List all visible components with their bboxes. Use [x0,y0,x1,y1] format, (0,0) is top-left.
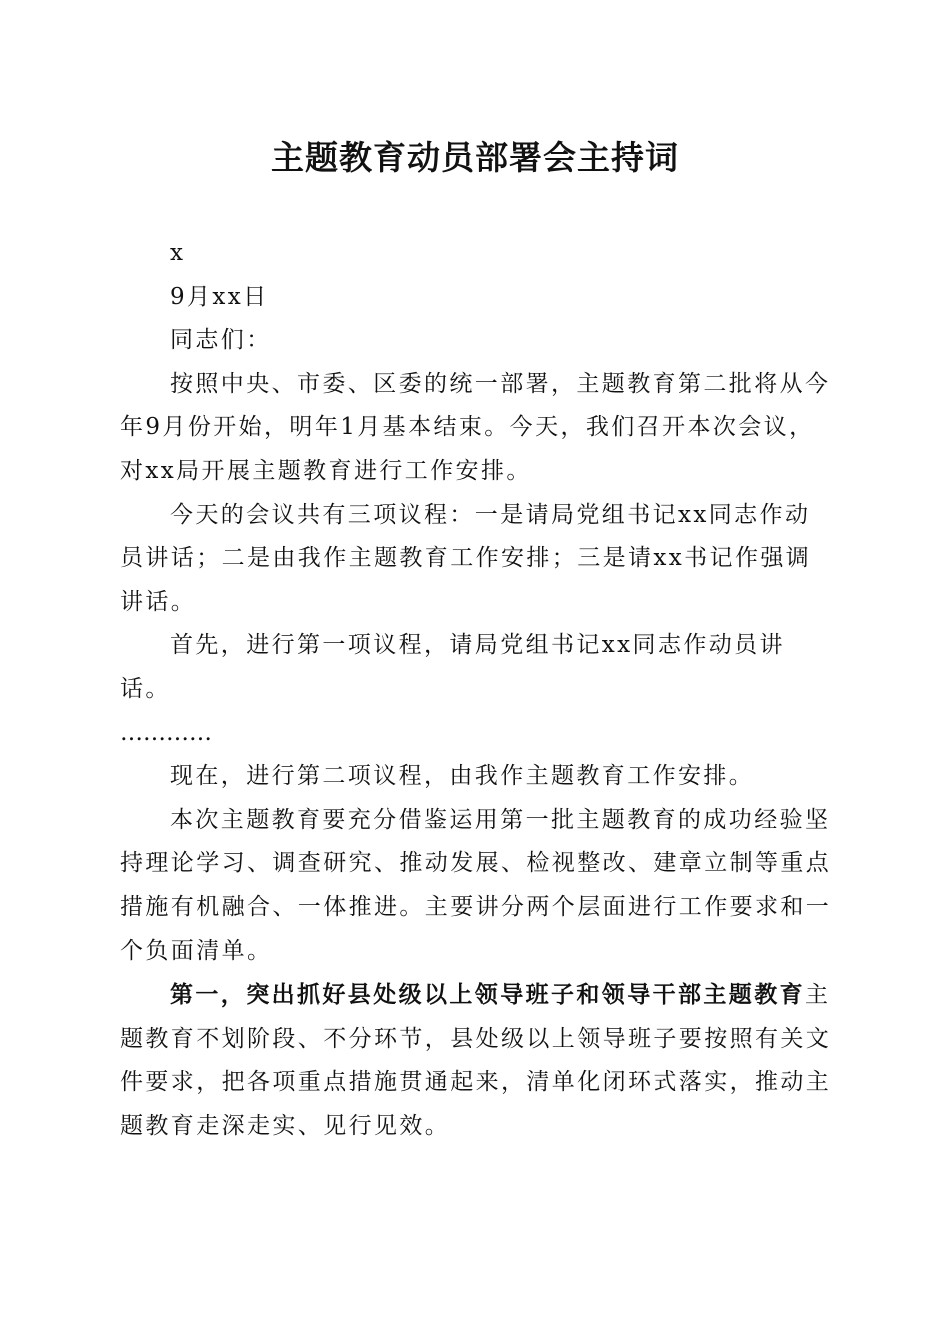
section-1-body: 主题教育不划阶段、不分环节，县处级以上领导班子要按照有关文件要求，把各项重点措施贯通起来，清单化闭环式落实，推动主题教育走深走实、见行见效。 [120,982,832,1139]
paragraph-first-item: 首先，进行第一项议程，请局党组书记xx同志作动员讲话。 [120,632,785,702]
section-1-paragraph [120,973,835,1148]
paragraph-deployment: 按照中央、市委、区委的统一部署，主题教育第二批将从今年9月份开始，明年1月基本结束。今天，我们召开本次会议，对xx局开展主题教育进行工作安排。 [120,370,831,484]
paragraph-second-item: 现在，进行第二项议程，由我作主题教育工作安排。 [170,763,755,790]
document-body [120,232,835,1148]
section-1-heading: 第一，突出抓好县处级以上领导班子和领导干部主题教育 [170,981,805,1009]
paragraph-agenda: 今天的会议共有三项议程：一是请局党组书记xx同志作动员讲话；二是由我作主题教育工作安排；三是请xx书记作强调讲话。 [120,501,812,615]
author-line: x [170,240,186,266]
page-title: 主题教育动员部署会主持词 [271,138,679,177]
greeting: 同志们： [170,327,272,354]
ellipsis-line: ………… [120,719,212,746]
date-line: 9月xx日 [170,283,269,310]
paragraph-experience: 本次主题教育要充分借鉴运用第一批主题教育的成功经验坚持理论学习、调查研究、推动发展、检视整改、建章立制等重点措施有机融合、一体推进。主要讲分两个层面进行工作要求和一个负面清单。 [120,806,832,964]
